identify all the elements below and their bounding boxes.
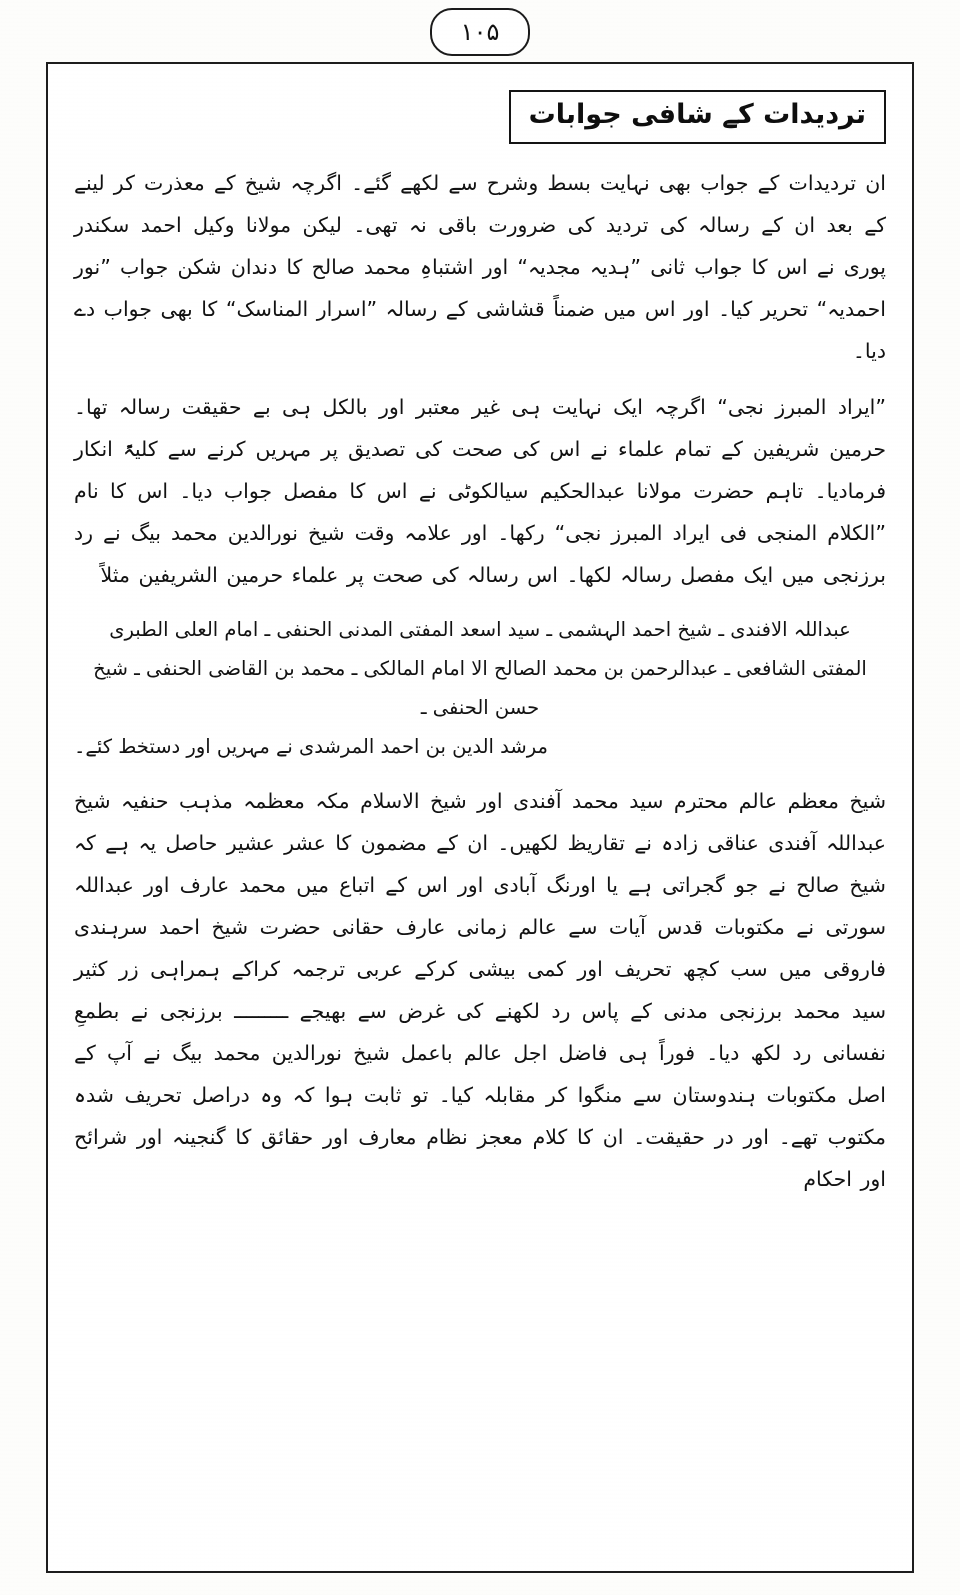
signatories-block	[74, 610, 886, 766]
page-number: ۱۰۵	[460, 18, 500, 46]
heading-box	[509, 90, 886, 144]
page-number-badge	[430, 8, 530, 56]
heading-wrapper	[74, 90, 886, 144]
page-title: تردیدات کے شافی جوابات	[528, 99, 866, 130]
paragraph-1: ان تردیدات کے جواب بھی نہایت بسط وشرح سے لکھے گئے۔ اگرچہ شیخ کے معذرت کر لینے کے بعد ان کے رسالہ کی تردید کی ضرورت باقی نہ تھی۔ لیکن مولانا وکیل احمد سکندر پوری نے اس کا جواب ثانی ”ہدیہ مجدیہ“ اور اشتباہِ محمد صالح کا دندان شکن جواب ”نور احمدیہ“ تحریر کیا۔ اور اس میں ضمناً قشاشی کے رسالہ ”اسرار المناسک“ کا بھی جواب دے دیا۔	[74, 170, 886, 363]
signatory-line-3: مرشد الدین بن احمد المرشدی نے مہریں اور دستخط کئے۔	[74, 734, 548, 758]
paragraph-2: ”ایراد المبرز نجی“ اگرچہ ایک نہایت ہی غیر معتبر اور بالکل ہی بے حقیقت رسالہ تھا۔ حرمین شریفین کے تمام علماء نے اس کی صحت کی تصدیق پر مہریں کرنے سے کلیۃً انکار فرمادیا۔ تاہم حضرت مولانا عبدالحکیم سیالکوٹی نے اس کا مفصل جواب دیا۔ اس کا نام ”الکلام المنجی فی ایراد المبرز نجی“ رکھا۔ اور علامہ وقت شیخ نورالدین محمد بیگ نے رد برزنجی میں ایک مفصل رسالہ لکھا۔ اس رسالہ کی صحت پر علماء حرمین الشریفین مثلاً	[74, 394, 886, 587]
signatory-line-1: عبداللہ الافندی ـ شیخ احمد الہشمی ـ سید اسعد المفتی المدنی الحنفی ـ امام العلی الطبری	[109, 617, 851, 641]
signatory-line-2: المفتی الشافعی ـ عبدالرحمن بن محمد الصالح الا امام المالکی ـ محمد بن القاضی الحنفی ـ شیخ حسن الحنفی ـ	[93, 656, 867, 719]
text-frame	[46, 62, 914, 1573]
paragraph-3: شیخ معظم عالم محترم سید محمد آفندی اور شیخ الاسلام مکہ معظمہ مذہب حنفیہ شیخ عبداللہ آفندی عناقی زادہ نے تقاریظ لکھیں۔ ان کے مضمون کا عشر عشیر حاصل یہ ہے کہ شیخ صالح نے جو گجراتی ہے یا اورنگ آبادی اور اس کے اتباع میں محمد عارف اور عبداللہ سورتی نے مکتوبات قدس آیات سے عالم زمانی عارف حقانی حضرت شیخ احمد سرہندی فاروقی میں سب کچھ تحریف اور کمی بیشی کرکے عربی ترجمہ کراکے ہمراہی زر کثیر سید محمد برزنجی مدنی کے پاس رد لکھنے کی غرض سے بھیجے ـــــــــ برزنجی نے بطمعِ نفسانی رد لکھ دیا۔ فوراً ہی فاضل اجل عالم باعمل شیخ نورالدین محمد بیگ نے آپ کے اصل مکتوبات ہندوستان سے منگوا کر مقابلہ کیا۔ تو ثابت ہوا کہ وہ دراصل تحریف شدہ مکتوب تھے۔ اور در حقیقت۔ ان کا کلام معجز نظام معارف اور حقائق کا گنجینہ اور شرائح اور احکام	[74, 788, 886, 1192]
